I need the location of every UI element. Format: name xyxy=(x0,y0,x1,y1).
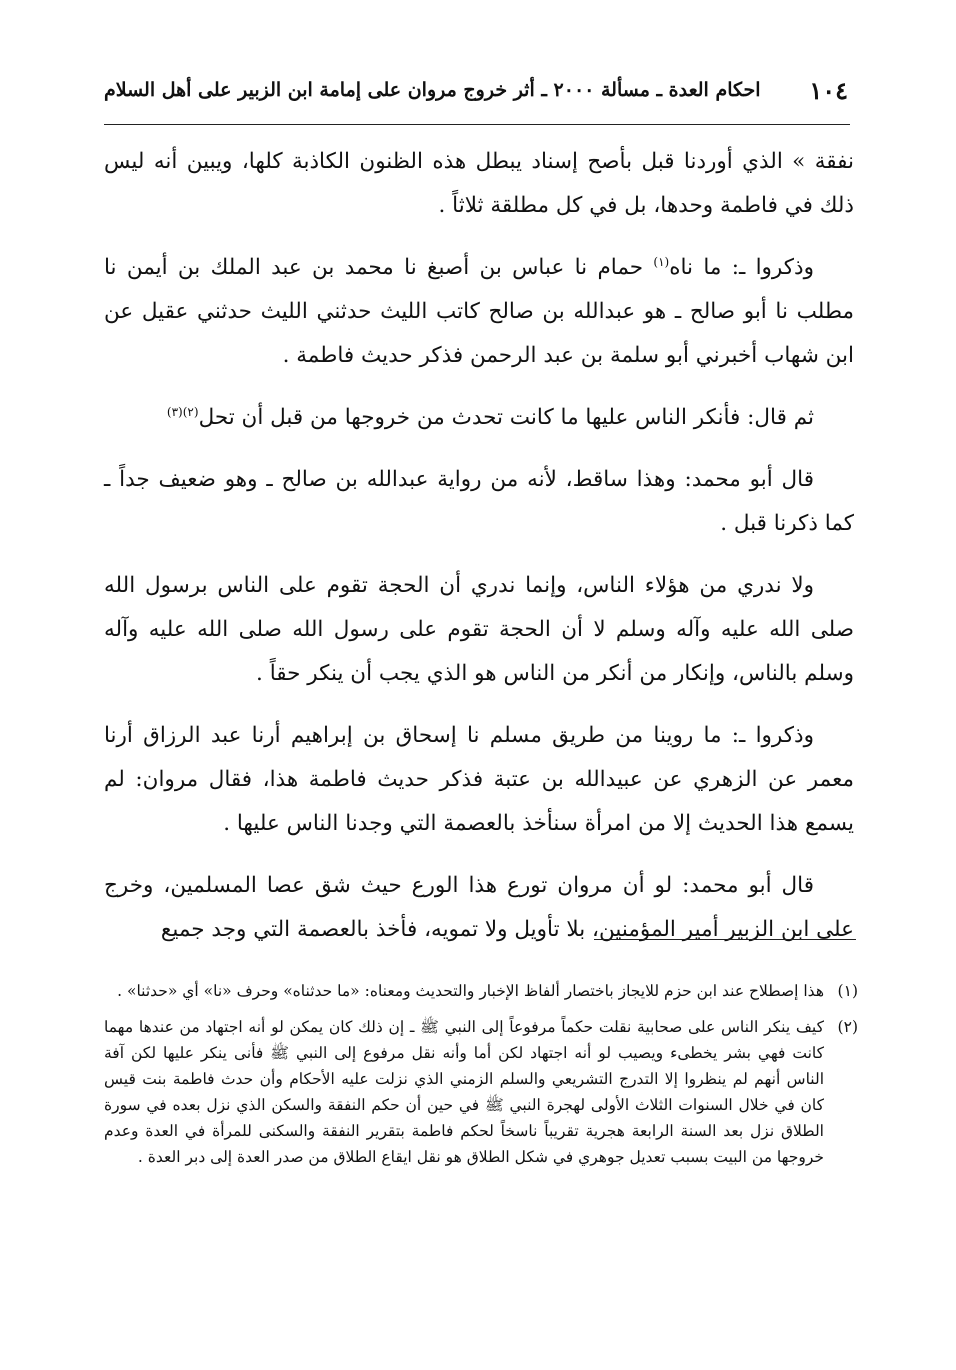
footnote-text: كيف ينكر الناس على صحابية نقلت حكماً مرفوعاً إلى النبي ﷺ ـ إن ذلك كان يمكن لو أنه اجتهاد من عندها مهما كانت فهي بشر يخطىء ويصيب لو أنه اجتهاد لكن أما وأنه نقل مرفوع إلى النبي ﷺ فأنى ينكر عليها لكن آفة الناس أنهم لم ينظروا إلا التدرج التشريعي والسلم الزمني الذي نزلت عليه الأحكام وأن حدث فاطمة بنت قيس كان في خلال السنوات الثلاث الأولى لهجرة النبي ﷺ في حين أن حكم النفقة والسكن الذي نزل بعده في سورة الطلاق نزل بعد السنة الرابعة هجرية تقريباً ناسخاً لحكم فاطمة بتقرير النفقة والسكنى للمرأة في العدة وعدم خروجها من البيت بسبب تعديل جوهري في شكل الطلاق هو نقل ايقاع الطلاق من صدر العدة إلى دبر العدة . xyxy=(104,1018,824,1166)
footnote-ref: (٢)(٣) xyxy=(166,404,199,419)
main-text xyxy=(104,140,854,970)
footnote xyxy=(104,1014,858,1170)
paragraph-lead: وذكروا ـ: ما ناه xyxy=(669,255,814,280)
paragraph: قال أبو محمد: لو أن مروان تورع هذا الورع حيث شق عصا المسلمين، وخرج على ابن الزبير أمير المؤمنين، بلا تأويل ولا تمويه، فأخذ بالعصمة التي وجد جميع xyxy=(104,873,854,942)
footnote-ref: (١) xyxy=(653,254,670,269)
footnote-text: هذا إصطلاح عند ابن حزم للايجاز باختصار ألفاظ الإخبار والتحديث ومعناه: «ما حدثناه» وحرف «نا» أي «حدثنا» . xyxy=(117,982,824,1000)
page-header xyxy=(104,68,848,112)
paragraph xyxy=(104,396,854,440)
paragraph: نفقة » الذي أوردنا قبل بأصح إسناد يبطل هذه الظنون الكاذبة كلها، ويبين أنه ليس ذلك في فاطمة وحدها، بل في كل مطلقة ثلاثاً . xyxy=(104,149,854,218)
paragraph: وذكروا ـ: ما روينا من طريق مسلم نا إسحاق بن إبراهيم أرنا عبد الرزاق أرنا معمر عن الزهري عن عبيدالله بن عتبة فذكر حديث فاطمة هذا، فقال مروان: لم يسمع هذا الحديث إلا من امرأة سنأخذ بالعصمة التي وجدنا الناس عليها . xyxy=(104,723,854,836)
footnote-divider xyxy=(594,939,856,940)
paragraph: ولا ندري من هؤلاء الناس، وإنما ندري أن الحجة تقوم على الناس برسول الله صلى الله عليه وآله وسلم لا أن الحجة تقوم على رسول الله صلى الله عليه وآله وسلم بالناس، وإنكار من أنكر من الناس هو الذي يجب أن ينكر حقاً . xyxy=(104,573,854,686)
paragraph: قال أبو محمد: وهذا ساقط، لأنه من رواية عبدالله بن صالح ـ وهو ضعيف جداً ـ كما ذكرنا قبل . xyxy=(104,467,854,536)
footnote xyxy=(104,978,858,1004)
paragraph-lead: ثم قال: فأنكر الناس عليها ما كانت تحدث من خروجها من قبل أن تحل xyxy=(198,405,814,430)
running-title: احكام العدة ـ مسألة ٢٠٠٠ ـ أثر خروج مروان على إمامة ابن الزبير على أهل السلام xyxy=(104,79,761,101)
footnotes xyxy=(104,978,858,1180)
paragraph-rest: حمام نا عباس بن أصبغ نا محمد بن عبد الملك بن أيمن نا مطلب نا أبو صالح ـ هو عبدالله بن صالح كاتب الليث حدثني الليث حدثني عقيل عن ابن شهاب أخبرني أبو سلمة بن عبد الرحمن فذكر حديث فاطمة . xyxy=(104,255,854,368)
page-number: ١٠٤ xyxy=(809,75,848,105)
footnote-marker: (٢) xyxy=(837,1018,858,1036)
paragraph xyxy=(104,246,854,378)
footnote-marker: (١) xyxy=(837,982,858,1000)
header-divider xyxy=(104,124,850,125)
